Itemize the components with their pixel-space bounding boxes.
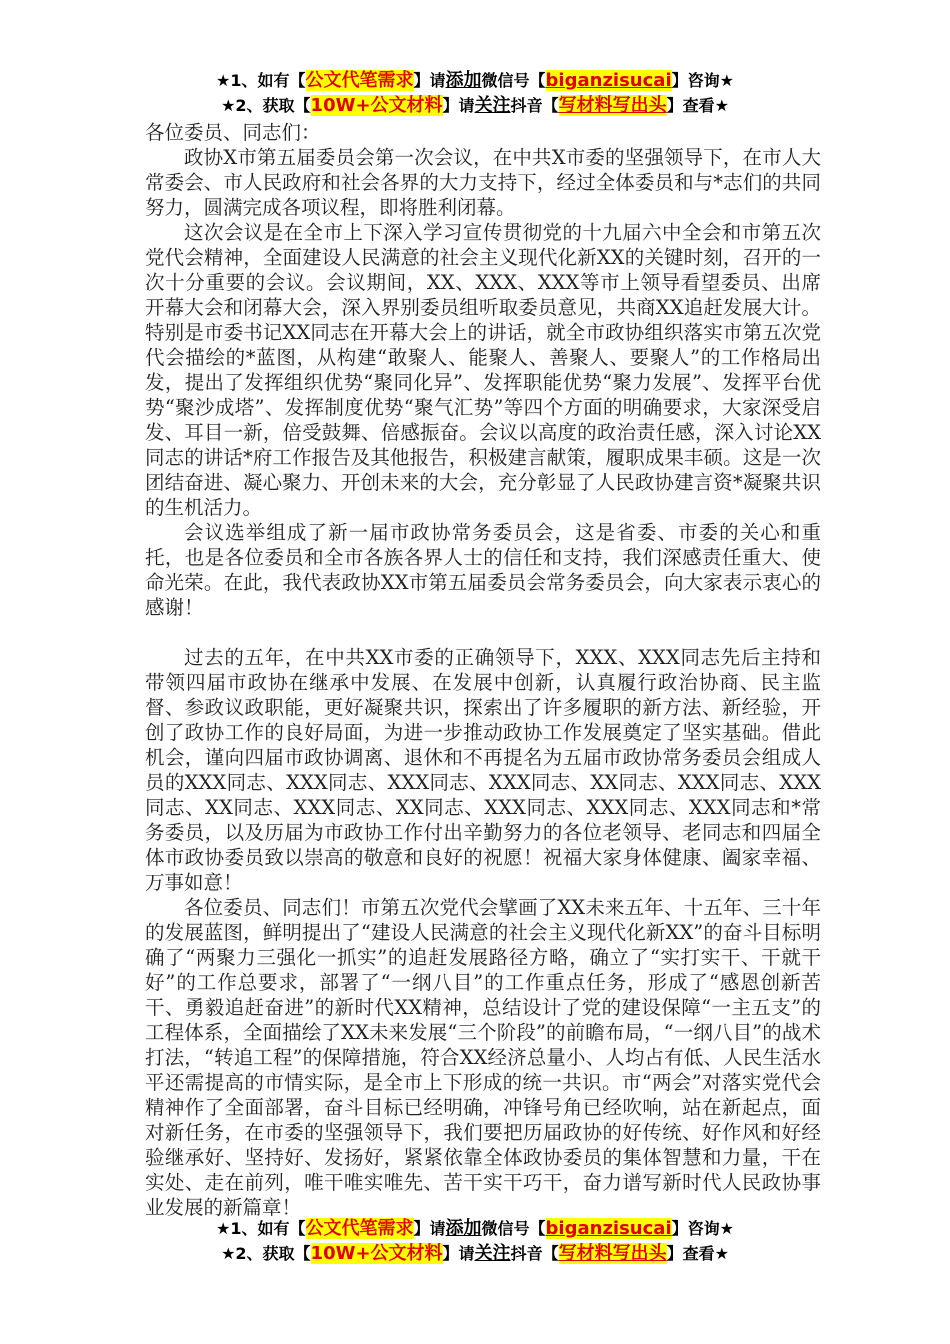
douyin-account-link[interactable]: 写材料写出头 [558,1243,667,1264]
highlight-materials: 10W+公文材料 [310,1243,443,1264]
banner-text: 抖音【 [510,1244,559,1263]
wechat-id-link[interactable]: biganzisucai [545,1218,672,1239]
banner-text: 】请 [413,71,446,90]
paragraph: 这次会议是在全市上下深入学习宣传贯彻党的十九届六中全会和市第五次党代会精神，全面建设人民满意的社会主义现代化新XX的关键时刻，召开的一次十分重要的会议。会议期间，XX、XXX、XXX等市上领导看望委员、出席开幕大会和闭幕大会，深入界别委员组听取委员意见，共商XX追赶发展大计。特别是市委书记XX同志在开幕大会上的讲话，就全市政协组织落实市第五次党代会描绘的*蓝图，从构建“敢聚人、能聚人、善聚人、要聚人”的工作格局出发，提出了发挥组织优势“聚同化异”、发挥职能优势“聚力发展”、发挥平台优势“聚沙成塔”、发挥制度优势“聚气汇势”等四个方面的明确要求，大家深受启发、耳目一新，倍受鼓舞、倍感振奋。会议以高度的政治责任感，深入讨论XX同志的讲话*府工作报告及其他报告，积极建言献策，履职成果丰硕。这是一次团结奋进、凝心聚力、开创未来的大会，充分彰显了人民政协建言资*凝聚共识的生机活力。 [145,221,821,519]
paragraph: 会议选举组成了新一届市政协常务委员会，这是省委、市委的关心和重托，也是各位委员和全市各族各界人士的信任和支持，我们深感责任重大、使命光荣。在此，我代表政协XX市第五届委员会常务委员会，向大家表示衷心的感谢！ [145,521,821,619]
banner-text: ★1、如有【 [216,1219,306,1238]
paragraph: 政协X市第五届委员会第一次会议，在中共X市委的坚强领导下，在市人大常委会、市人民政府和社会各界的大力支持下，经过全体委员和与*志们的共同努力，圆满完成各项议程，即将胜利闭幕。 [145,146,821,219]
paragraph: 过去的五年，在中共XX市委的正确领导下，XXX、XXX同志先后主持和带领四届市政协在继承中发展、在发展中创新，认真履行政治协商、民主监督、参政议政职能，更好凝聚共识，探索出了许多履职的新方法、新经验，开创了政协工作的良好局面，为进一步推动政协工作发展奠定了坚实基础。借此机会，谨向四届市政协调离、退休和不再提名为五届市政协常务委员会组成人员的XXX同志、XXX同志、XXX同志、XXX同志、XX同志、XXX同志、XXX同志、XX同志、XXX同志、XX同志、XXX同志、XXX同志、XXX同志和*常务委员，以及历届为市政协工作付出辛勤努力的各位老领导、老同志和四届全体市政协委员致以崇高的敬意和良好的祝愿！祝福大家身体健康、阖家幸福、万事如意！ [145,646,821,894]
paragraph: 各位委员、同志们！市第五次党代会擘画了XX未来五年、十五年、三十年的发展蓝图，鲜明提出了“建设人民满意的社会主义现代化新XX”的奋斗目标明确了“两聚力三强化一抓实”的追赶发展路径方略，确立了“实打实干、干就干好”的工作总要求，部署了“一纲八目”的工作重点任务，形成了“感恩创新苦干、勇毅追赶奋进”的新时代XX精神，总结设计了党的建设保障“一主五支”的工程体系，全面描绘了XX未来发展“三个阶段”的前瞻布局，“一纲八目”的战术打法，“转追工程”的保障措施，符合XX经济总量小、人均占有低、人民生活水平还需提高的市情实际，是全市上下形成的统一共识。市“两会”对落实党代会精神作了全面部署，奋斗目标已经明确，冲锋号角已经吹响，站在新起点，面对新任务，在市委的坚强领导下，我们要把历届政协的好传统、好作风和好经验继承好、坚持好、发扬好，紧紧依靠全体政协委员的集体智慧和力量，干在实处、走在前列，唯干唯实唯先、苦干实干巧干，奋力谱写新时代人民政协事业发展的新篇章！ [145,896,821,1219]
douyin-account-link[interactable]: 写材料写出头 [558,95,667,116]
banner-text: 】查看★ [666,1244,729,1263]
emphasis-add: 添加 [445,70,482,91]
banner-line-2 [0,1241,950,1266]
banner-text: 微信号【 [481,71,546,90]
bottom-banner [0,1216,950,1266]
banner-line-1 [0,1216,950,1241]
highlight-materials: 10W+公文材料 [310,95,443,116]
document-body [145,120,821,1220]
banner-line-1 [0,68,950,93]
banner-text: 】请 [442,1244,475,1263]
highlight-service: 公文代笔需求 [305,1218,414,1239]
wechat-id-link[interactable]: biganzisucai [545,70,672,91]
banner-text: 】请 [442,96,475,115]
banner-text: 】请 [413,1219,446,1238]
banner-text: 】查看★ [666,96,729,115]
banner-text: 】咨询★ [671,1219,734,1238]
banner-line-2 [0,93,950,118]
banner-text: ★2、获取【 [221,1244,311,1263]
banner-text: ★2、获取【 [221,96,311,115]
emphasis-add: 添加 [445,1218,482,1239]
emphasis-follow: 关注 [474,95,511,116]
salutation: 各位委员、同志们： [145,121,321,144]
banner-text: 】咨询★ [671,71,734,90]
emphasis-follow: 关注 [474,1243,511,1264]
banner-text: 抖音【 [510,96,559,115]
banner-text: ★1、如有【 [216,71,306,90]
banner-text: 微信号【 [481,1219,546,1238]
highlight-service: 公文代笔需求 [305,70,414,91]
top-banner [0,68,950,118]
